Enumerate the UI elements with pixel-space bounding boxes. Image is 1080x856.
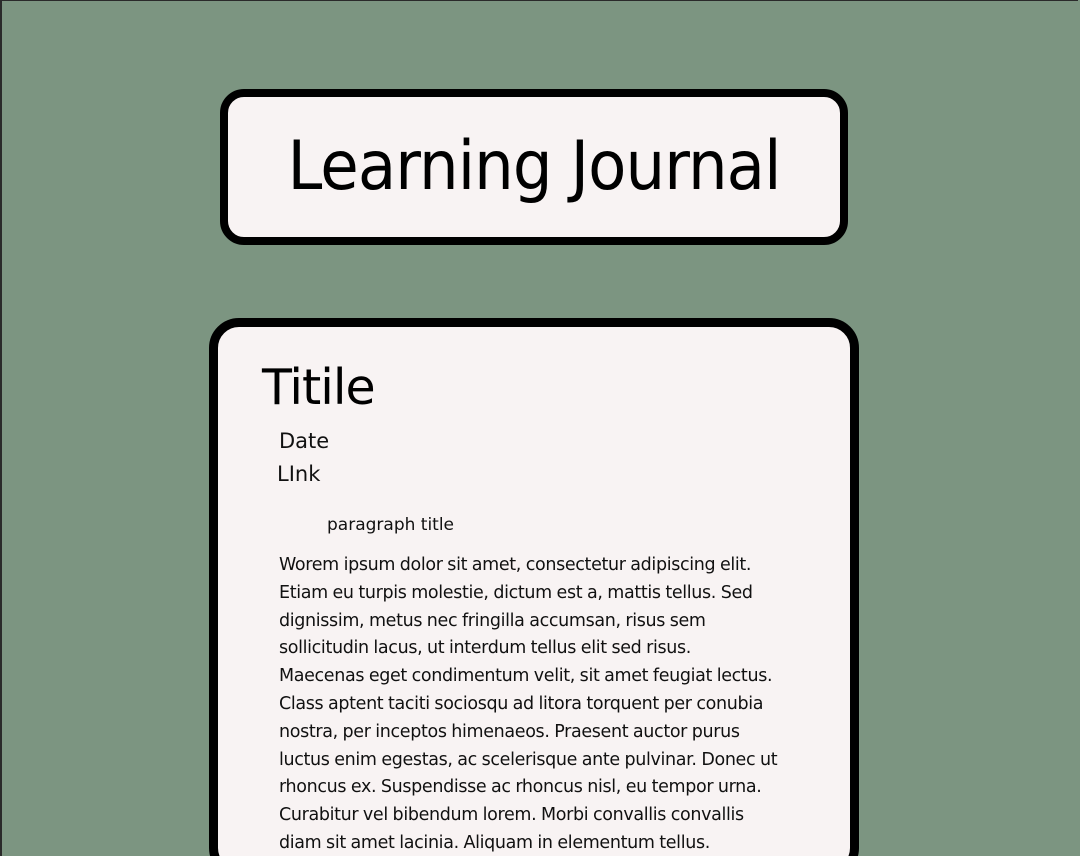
entry-link[interactable]: LInk (277, 462, 321, 486)
entry-title: Titile (262, 359, 375, 416)
journal-entry-card (209, 318, 859, 856)
paragraph-body: Worem ipsum dolor sit amet, consectetur adipiscing elit. Etiam eu turpis molestie, dictum est a, mattis tellus. Sed dignissim, metus nec fringilla accumsan, risus sem sollicitudin lacus, ut interdum tellus elit sed risus. Maecenas eget condimentum velit, sit amet feugiat lectus. Class aptent taciti sociosqu ad litora torquent per conubia nostra, per inceptos himenaeos. Praesent auctor purus luctus enim egestas, ac scelerisque ante pulvinar. Donec ut rhoncus ex. Suspendisse ac rhoncus nisl, eu tempor urna. Curabitur vel bibendum lorem. Morbi convallis convallis diam sit amet lacinia. Aliquam in elementum tellus. (279, 555, 778, 853)
header-card (220, 89, 848, 245)
paragraph-title: paragraph title (327, 515, 455, 535)
page-title: Learning Journal (287, 127, 781, 206)
entry-date: Date (279, 429, 330, 453)
